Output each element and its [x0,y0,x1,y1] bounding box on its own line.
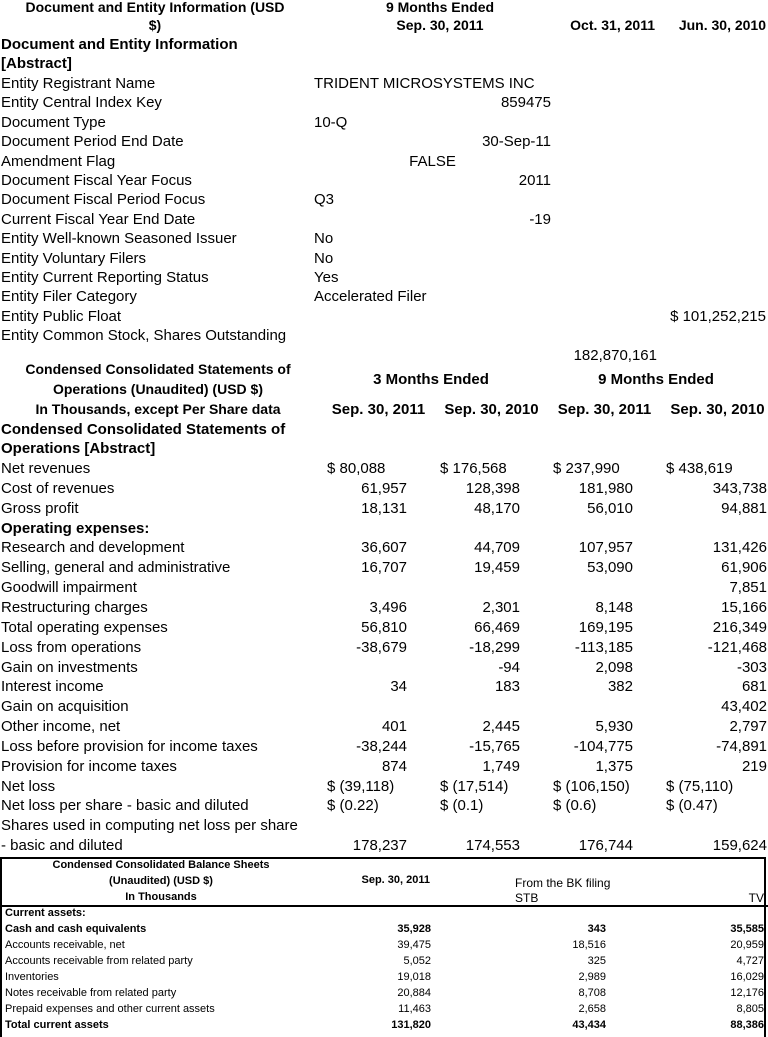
row-value: $ (0.47) [666,797,718,815]
row-value: 12,176 [730,987,764,999]
row-value: -94 [498,658,520,676]
abstract-heading: Condensed Consolidated Statements of [1,421,286,438]
row-value: -38,679 [356,638,407,656]
row-value: 169,195 [578,618,633,636]
row-label: Entity Voluntary Filers [1,249,147,267]
column-header: Sep. 30, 2010 [670,401,765,418]
row-label: Shares used in computing net loss per share [1,817,298,835]
row-label: Accounts receivable from related party [5,955,193,967]
row-value: 176,744 [578,836,633,854]
row-value: 56,810 [361,618,407,636]
column-group-header: 9 Months Ended [598,371,714,388]
row-label: Entity Public Float [1,307,122,325]
row-label: Document Period End Date [1,133,184,151]
row-label: Entity Filer Category [1,288,137,306]
row-value: 10-Q [314,113,348,131]
row-label: Net loss per share - basic and diluted [1,797,249,815]
row-label: Amendment Flag [1,152,116,170]
row-value: 874 [381,757,407,775]
column-header: Sep. 30, 2011 [361,874,430,886]
row-value: 30-Sep-11 [482,133,551,151]
row-value: $ (0.1) [440,797,484,815]
row-value: 8,708 [578,987,606,999]
row-value: -303 [736,658,767,676]
row-value: 16,029 [730,971,764,983]
operations-title: Condensed Consolidated Statements of [25,361,291,377]
row-value: -19 [529,210,551,228]
row-value: 343,738 [712,479,767,497]
row-label: Entity Central Index Key [1,94,162,112]
row-value: 61,906 [721,559,767,577]
row-label: Prepaid expenses and other current assets [5,1003,215,1015]
row-value: -113,185 [574,638,633,656]
column-header: Oct. 31, 2011 [570,17,655,33]
row-value: 2011 [518,172,551,189]
row-value: 61,957 [361,479,407,497]
row-value: 3,496 [369,598,407,616]
row-value: 131,820 [391,1019,431,1031]
row-label: Other income, net [1,718,121,736]
row-value: 18,131 [361,499,407,517]
row-value: $ (106,150) [553,777,630,795]
row-label: Entity Common Stock, Shares Outstanding [1,327,287,345]
row-label: Current Fiscal Year End Date [1,210,196,228]
row-label: Loss before provision for income taxes [1,737,258,755]
row-label: Net revenues [1,460,91,477]
row-value: 174,553 [465,836,520,854]
row-value: $ 237,990 [553,460,620,477]
row-value: 19,459 [474,559,520,577]
column-header: Sep. 30, 2011 [396,17,484,33]
row-value: 48,170 [474,499,520,517]
row-value: $ 438,619 [666,460,733,477]
row-value: $ 80,088 [327,460,386,477]
column-group-header: 9 Months Ended [385,0,495,15]
column-header: Sep. 30, 2011 [557,401,652,418]
row-value: -38,244 [356,737,407,755]
row-label: Interest income [1,678,104,696]
row-value: 53,090 [587,559,633,577]
row-value: -104,775 [573,737,633,755]
column-header: Sep. 30, 2011 [331,401,426,418]
row-value: 8,148 [595,598,633,616]
row-value: $ 101,252,215 [670,307,766,325]
row-value: 216,349 [712,618,767,636]
column-group-header: 3 Months Ended [373,371,489,388]
row-value: 7,851 [729,579,767,597]
row-value: $ (17,514) [440,777,509,795]
row-value: 56,010 [587,499,633,517]
row-value: TRIDENT MICROSYSTEMS INC [314,75,535,92]
balance-sheet-title: In Thousands [125,891,197,903]
row-label: Cash and cash equivalents [5,923,147,935]
row-label: Notes receivable from related party [5,987,177,999]
column-header: Jun. 30, 2010 [678,17,766,33]
row-value: 181,980 [578,479,633,497]
row-value: 681 [741,678,767,696]
row-value: 2,301 [482,598,520,616]
row-value: 15,166 [721,598,767,616]
row-value: 39,475 [397,939,431,951]
row-value: 131,426 [712,539,767,557]
row-value: 325 [587,955,606,967]
row-value: 44,709 [474,539,520,557]
row-value: No [314,230,334,248]
row-label: Entity Current Reporting Status [1,269,209,286]
row-value: 35,585 [730,923,764,935]
row-label: Net loss [1,777,56,795]
operations-title: Operations (Unaudited) (USD $) [52,381,263,397]
balance-sheet-title: (Unaudited) (USD $) [109,875,213,887]
row-label: Entity Well-known Seasoned Issuer [1,230,237,248]
row-label: Document Type [1,113,106,131]
row-value: Accelerated Filer [314,288,427,306]
row-value: -121,468 [707,638,767,656]
row-value: 128,398 [465,479,520,497]
row-label: Goodwill impairment [1,579,137,597]
row-value: 18,516 [572,939,606,951]
row-value: -74,891 [716,737,767,755]
column-header: Sep. 30, 2010 [444,401,539,418]
column-header: STB [515,891,539,905]
row-value: 859475 [500,94,551,112]
row-value: 88,386 [730,1019,764,1031]
row-label: Document Fiscal Period Focus [1,191,206,209]
row-value: 2,445 [482,718,520,736]
row-value: 20,959 [730,939,764,951]
row-value: $ (0.22) [327,797,379,815]
abstract-heading: Operations [Abstract] [1,440,156,457]
row-label: Accounts receivable, net [5,939,125,951]
row-value: $ (39,118) [327,777,395,795]
doc-info-title: Document and Entity Information (USD [25,0,285,15]
row-label: Entity Registrant Name [1,75,156,92]
row-value: 183 [494,678,520,696]
row-label: Loss from operations [1,638,142,656]
row-value: 178,237 [352,836,407,854]
row-value: 182,870,161 [573,346,657,364]
row-label: - basic and diluted [1,836,123,854]
row-value: No [314,249,334,267]
operations-title: In Thousands, except Per Share data [35,401,281,417]
row-value: 1,749 [482,757,520,775]
row-value: 43,434 [572,1019,606,1031]
row-value: -15,765 [469,737,520,755]
row-value: 2,658 [578,1003,606,1015]
row-value: 401 [381,718,407,736]
doc-info-title: $) [148,17,162,33]
row-label: Inventories [5,971,59,983]
row-value: 1,375 [595,757,633,775]
row-value: 19,018 [397,971,431,983]
row-value: 35,928 [397,923,431,935]
row-value: 107,957 [578,539,633,557]
row-label: Total current assets [5,1019,109,1031]
row-value: 219 [741,757,767,775]
row-value: 159,624 [712,836,767,854]
row-value: 16,707 [361,559,407,577]
abstract-heading: [Abstract] [1,55,72,72]
row-value: 36,607 [361,539,407,557]
column-header: From the BK filing [515,876,611,890]
row-value: 2,989 [578,971,606,983]
row-label: Selling, general and administrative [1,559,231,577]
row-label: Research and development [1,539,185,557]
row-value: 20,884 [397,987,431,999]
row-value: 4,727 [736,955,764,967]
row-label: Document Fiscal Year Focus [1,172,192,189]
row-value: 5,930 [595,718,633,736]
row-label: Provision for income taxes [1,757,177,775]
abstract-heading: Document and Entity Information [1,36,238,53]
row-label: Restructuring charges [1,598,148,616]
row-value: 43,402 [721,698,767,716]
row-value: 66,469 [474,618,520,636]
row-value: 343 [587,923,606,935]
balance-sheet-title: Condensed Consolidated Balance Sheets [52,859,270,871]
row-value: Yes [314,269,339,286]
row-value: Q3 [314,191,335,209]
row-label: Gross profit [1,499,79,517]
row-value: 8,805 [736,1003,764,1015]
row-value: FALSE [409,152,456,170]
row-label: Operating expenses: [1,519,150,537]
row-value: 94,881 [721,499,767,517]
row-value: $ (75,110) [666,777,734,795]
row-value: $ 176,568 [440,460,507,477]
row-value: -18,299 [469,638,520,656]
row-value: $ (0.6) [553,797,597,815]
column-header: TV [748,891,764,905]
row-label: Total operating expenses [1,618,168,636]
row-label: Current assets: [5,907,86,919]
row-value: 34 [390,678,407,696]
row-value: 11,463 [398,1003,431,1015]
row-value: 382 [607,678,633,696]
row-label: Cost of revenues [1,479,115,497]
row-label: Gain on investments [1,658,138,676]
row-value: 5,052 [403,955,431,967]
row-value: 2,797 [729,718,767,736]
row-value: 2,098 [595,658,633,676]
divider [0,905,768,907]
row-label: Gain on acquisition [1,698,129,716]
